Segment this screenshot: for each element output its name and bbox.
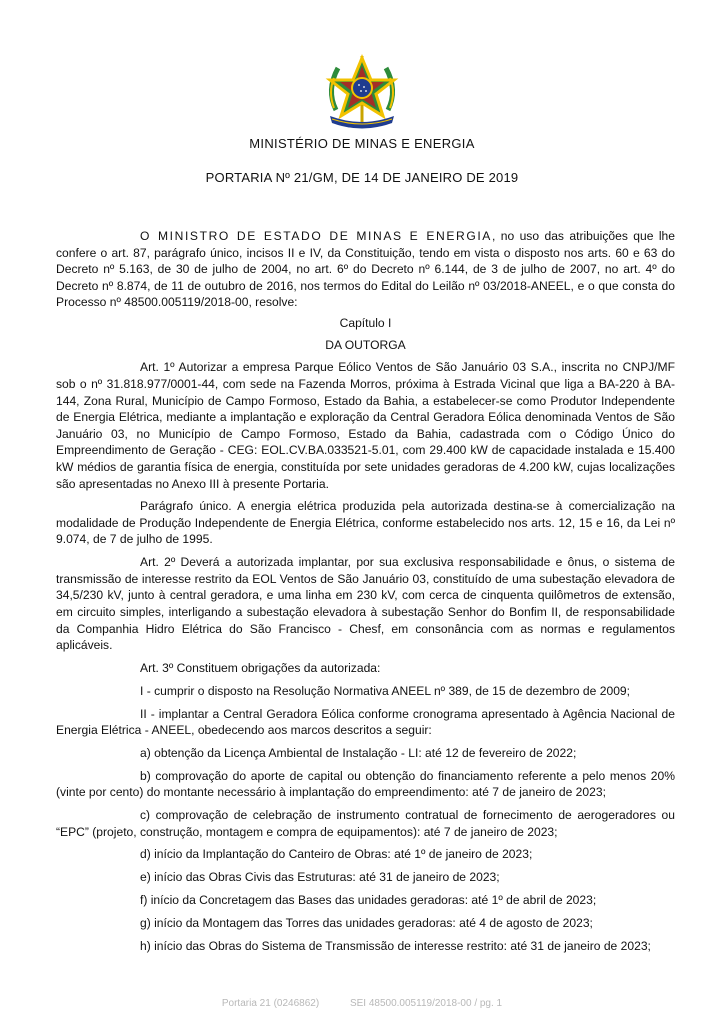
milestone-c: c) comprovação de celebração de instrumento contratual de fornecimento de aerogeradores ou “EPC” (projeto, construção, montagem e compra de equipamentos): até 7 de janeiro de 2023; <box>56 808 675 839</box>
article-1: Art. 1º Autorizar a empresa Parque Eólico Ventos de São Januário 03 S.A., inscrita no CNPJ/MF sob o nº 31.818.977/0001-44, com sede na Fazenda Morros, próxima à Estrada Vicinal que liga a BA-220 à BA-144, Zona Rural, Município de Campo Formoso, Estado da Bahia, a estabelecer-se como Produtor Independente de Energia Elétrica, mediante a implantação e exploração da Central Geradora Eólica denominada Ventos de São Januário 03, no Município de Campo Formoso, Estado da Bahia, cadastrada com o Código Único do Empreendimento de Geração - CEG: EOL.CV.BA.033521-5.01, com 29.400 kW de capacidade instalada e 15.400 kW médios de garantia física de energia, constituída por sete unidades geradoras de 4.200 kW, cujas localizações são apresentadas no Anexo III à presente Portaria. <box>56 360 675 491</box>
milestone-h: h) início das Obras do Sistema de Transmissão de interesse restrito: até 31 de janeiro de 2023; <box>140 938 651 953</box>
article-3: Art. 3º Constituem obrigações da autorizada: <box>140 661 381 675</box>
coat-of-arms-icon <box>322 50 402 132</box>
footer-process-page: SEI 48500.005119/2018-00 / pg. 1 <box>349 998 503 1009</box>
preamble-text: , no uso das atribuições que lhe confere o art. 87, parágrafo único, incisos II e IV, da Constituição, tendo em vista o disposto nos arts. 60 e 63 do Decreto nº 5.163, de 30 de julho de 2004, no art. 6º do Decreto nº 6.144, de 3 de julho de 2007, no art. 4º do Decreto nº 8.874, de 11 de outubro de 2016, nos termos do Edital do Leilão nº 03/2018-ANEEL, e o que consta do Processo nº 48500.005119/2018-00, resolve: <box>56 229 675 310</box>
article-2: Art. 2º Deverá a autorizada implantar, por sua exclusiva responsabilidade e ônus, o sistema de transmissão de interesse restrito da EOL Ventos de São Januário 03, constituído de uma subestação elevadora de 34,5/230 kV, junto à central geradora, e uma linha em 230 kV, com cerca de cinquenta quilômetros de extensão, em circuito simples, interligando a subestação elevadora à subestação Senhor do Bonfim II, de responsabilidade da Companhia Hidro Elétrica do São Francisco - Chesf, em consonância com as normas e regulamentos aplicáveis. <box>56 555 675 653</box>
milestone-g: g) início da Montagem das Torres das unidades geradoras: até 4 de agosto de 2023; <box>140 915 593 930</box>
chapter-label: Capítulo I <box>339 315 392 330</box>
footer-document-id: Portaria 21 (0246862) <box>221 998 320 1009</box>
milestone-e: e) início das Obras Civis das Estruturas: até 31 de janeiro de 2023; <box>140 870 500 885</box>
article-1-sole-paragraph: Parágrafo único. A energia elétrica produzida pela autorizada destina-se à comercialização na modalidade de Produção Independente de Energia Elétrica, conforme estabelecido nos arts. 12, 15 e 16, da Lei nº 9.074, de 7 de julho de 1995. <box>56 499 675 547</box>
milestone-b: b) comprovação do aporte de capital ou obtenção do financiamento referente a pelo menos 20% (vinte por cento) do montante necessário à implantação do empreendimento: até 7 de janeiro de 2023; <box>56 768 675 800</box>
article-3-item-ii: II - implantar a Central Geradora Eólica conforme cronograma apresentado à Agência Nacional de Energia Elétrica - ANEEL, obedecendo aos marcos descritos a seguir: <box>56 706 675 738</box>
milestone-f: f) início da Concretagem das Bases das unidades geradoras: até 1º de abril de 2023; <box>140 893 597 908</box>
milestone-d: d) início da Implantação do Canteiro de Obras: até 1º de janeiro de 2023; <box>140 847 533 862</box>
ministry-heading: MINISTÉRIO DE MINAS E ENERGIA <box>249 136 475 151</box>
preamble-paragraph <box>56 228 675 311</box>
preamble-lead: O MINISTRO DE ESTADO DE MINAS E ENERGIA <box>140 229 492 243</box>
document-body <box>56 228 675 954</box>
milestone-a: a) obtenção da Licença Ambiental de Instalação - LI: até 12 de fevereiro de 2022; <box>140 745 577 760</box>
portaria-title: PORTARIA Nº 21/GM, DE 14 DE JANEIRO DE 2019 <box>205 170 519 185</box>
chapter-title: DA OUTORGA <box>325 337 406 352</box>
article-3-item-i: I - cumprir o disposto na Resolução Normativa ANEEL nº 389, de 15 de dezembro de 2009; <box>140 683 631 698</box>
page-footer <box>0 998 724 1009</box>
